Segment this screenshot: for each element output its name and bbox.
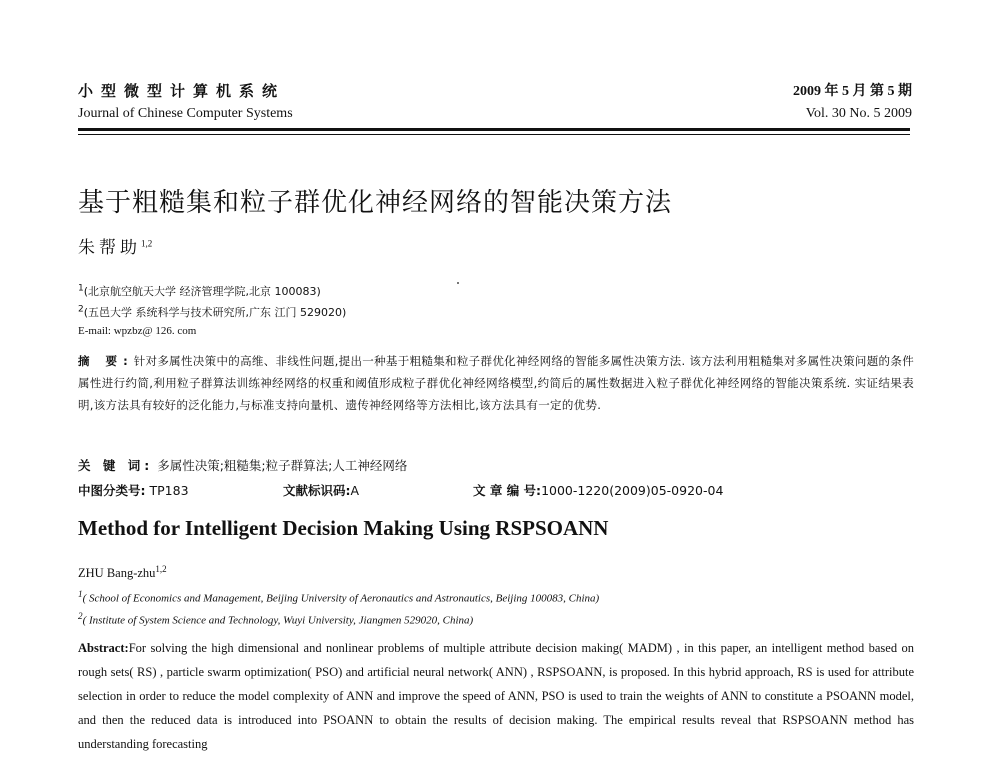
document-code bbox=[283, 481, 359, 499]
volume-number: Vol. 30 No. 5 2009 bbox=[805, 106, 912, 121]
article-no-label: 文 章 编 号: bbox=[473, 483, 542, 498]
affiliation-en-1 bbox=[78, 589, 599, 605]
affiliation-text: (五邑大学 系统科学与技术研究所,广东 江门 529020) bbox=[83, 306, 347, 319]
article-no-value: 1000-1220(2009)05-0920-04 bbox=[541, 483, 724, 498]
journal-name-en: Journal of Chinese Computer Systems bbox=[78, 106, 293, 121]
affiliation-sup: 1 bbox=[78, 589, 83, 599]
abstract-en bbox=[78, 636, 914, 756]
affiliation-sup: 2 bbox=[78, 304, 84, 315]
clc-value: TP183 bbox=[149, 483, 189, 498]
clc-label: 中图分类号: bbox=[78, 483, 146, 498]
author-sup: 1,2 bbox=[141, 238, 153, 249]
article-number bbox=[473, 481, 723, 499]
affiliation-text: (北京航空航天大学 经济管理学院,北京 100083) bbox=[83, 285, 321, 298]
author-email: E-mail: wpzbz@ 126. com bbox=[78, 325, 197, 337]
affiliation-en-2 bbox=[78, 611, 473, 627]
doc-code-value: A bbox=[350, 483, 360, 498]
issue-date: 2009 年 5 月 第 5 期 bbox=[793, 84, 912, 99]
abstract-en-text: For solving the high dimensional and nonlinear problems of multiple attribute decision making( MADM) , in this paper, an intelligent method based on rough sets( RS) , particle swarm optimization( PSO) and artificial neural network( ANN) , RSPSOANN, is proposed. In this hybrid approach, RS is used for attribute selection in order to reduce the model complexity of ANN and improve the speed of ANN, PSO is used to train the weights of ANN to constitute a PSOANN model, and then the reduced data is introduced into PSOANN to obtain the results of decision making. The empirical results reveal that RSPSOANN method has understanding forecasting bbox=[78, 641, 914, 751]
author-en bbox=[78, 564, 167, 581]
header-rule-thin bbox=[78, 134, 910, 135]
abstract-cn-label: 摘 要: bbox=[78, 354, 134, 368]
classification-line bbox=[78, 481, 724, 499]
keywords-label: 关 键 词: bbox=[78, 458, 154, 473]
paper-title-cn: 基于粗糙集和粒子群优化神经网络的智能决策方法 bbox=[78, 188, 673, 218]
author-cn bbox=[78, 233, 152, 258]
author-name-cn: 朱帮助 bbox=[78, 238, 141, 257]
scan-speck bbox=[457, 282, 459, 284]
doc-code-label: 文献标识码: bbox=[283, 483, 351, 498]
abstract-cn-text: 针对多属性决策中的高维、非线性问题,提出一种基于粗糙集和粒子群优化神经网络的智能多属性决策方法. 该方法利用粗糙集对多属性决策问题的条件属性进行约简,利用粒子群算法训练神经网络的权重和阈值形成粒子群优化神经网络模型,约简后的属性数据进入粒子群优化神经网络的智能决策系统. 实证结果表明,该方法具有较好的泛化能力,与标准支持向量机、遗传神经网络等方法相比,该方法具有一定的优势. bbox=[78, 354, 914, 412]
affiliation-cn-2 bbox=[78, 304, 346, 320]
affiliation-sup: 1 bbox=[78, 283, 84, 294]
affiliation-sup: 2 bbox=[78, 611, 83, 621]
paper-title-en: Method for Intelligent Decision Making Using RSPSOANN bbox=[78, 516, 609, 540]
header-rule-thick bbox=[78, 128, 910, 131]
keywords-cn bbox=[78, 456, 407, 474]
keywords-text: 多属性决策;粗糙集;粒子群算法;人工神经网络 bbox=[157, 458, 408, 473]
abstract-cn bbox=[78, 350, 914, 416]
author-name-en: ZHU Bang-zhu bbox=[78, 566, 156, 581]
author-sup: 1,2 bbox=[155, 564, 167, 574]
journal-name-cn: 小型微型计算机系统 bbox=[78, 82, 286, 100]
affiliation-text: ( Institute of System Science and Technology, Wuyi University, Jiangmen 529020, China) bbox=[82, 614, 474, 627]
abstract-en-label: Abstract: bbox=[78, 641, 129, 655]
affiliation-cn-1 bbox=[78, 283, 321, 299]
affiliation-text: ( School of Economics and Management, Beijing University of Aeronautics and Astronautics, Beijing 100083, China) bbox=[82, 592, 600, 605]
